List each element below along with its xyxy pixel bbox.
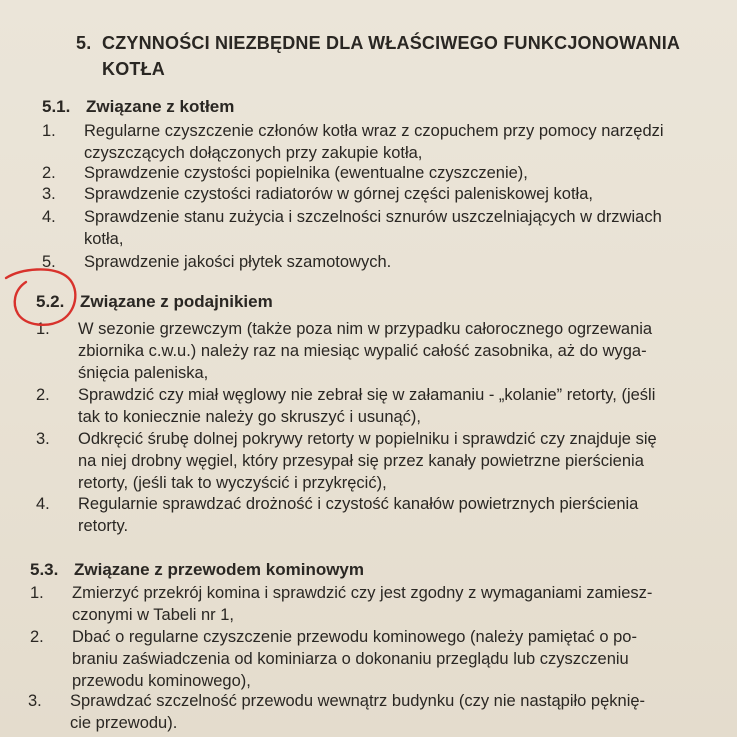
- document-page: 5. CZYNNOŚCI NIEZBĘDNE DLA WŁAŚCIWEGO FUNKCJONOWANIA KOTŁA 5.1. Związane z kotłem 1. Regularne czyszczenie członów kotła wraz z czopuchem przy pomocy narzędzi czyszczących dołączonych przy zakupie kotła, 2. Sprawdzenie czystości popielnika (ewentualne czyszczenie), 3. Sprawdzenie czystości radiatorów w górnej części paleniskowej kotła, 4. Sprawdzenie stanu zużycia i szczelności sznurów uszczelniających w drzwiach kotła, 5. Sprawdzenie jakości płytek szamotowych. 5.2. Związane z podajnikiem 1. W sezonie grzewczym (także poza nim w przypadku całorocznego ogrzewania zbiornika c.w.u.) należy raz na miesiąc wypalić całość zasobnika, aż do wyga- śnięcia paleniska, 2. Sprawdzić czy miał węglowy nie zebrał się w załamaniu - „kolanie” retorty, (jeśli tak to koniecznie należy go skruszyć i usunąć), 3. Odkręcić śrubę dolnej pokrywy retorty w popielniku i sprawdzić czy znajduje się na niej drobny węgiel, który przesypał się przez kanały powietrzne pierścienia retorty, (jeśli tak to wyczyścić i przykręcić), 4. Regularnie sprawdzać drożność i czystość kanałów powietrznych pierścienia retorty. 5.3. Związane z przewodem kominowym 1. Zmierzyć przekrój komina i sprawdzić czy jest zgodny z wymaganiami zamiesz- czonymi w Tabeli nr 1, 2. Dbać o regularne czyszczenie przewodu kominowego (należy pamiętać o po- braniu zaświadczenia od kominiarza o dokonaniu przeglądu lub czyszczeniu przewodu kominowego), 3. Sprawdzać szczelność przewodu wewnątrz budynku (czy nie nastąpiło pęknię- cie przewodu).: [0, 0, 737, 737]
- chapter-title: [76, 30, 716, 82]
- section-heading-5-2: 5.2. Związane z podajnikiem: [36, 292, 273, 311]
- section-heading-5-1: 5.1. Związane z kotłem: [42, 97, 235, 116]
- chapter-title-line2: KOTŁA: [102, 59, 165, 79]
- section-heading-5-3: 5.3. Związane z przewodem kominowym: [30, 560, 365, 579]
- chapter-title-line1: CZYNNOŚCI NIEZBĘDNE DLA WŁAŚCIWEGO FUNKCJONOWANIA: [102, 33, 681, 53]
- chapter-number: 5.: [76, 33, 92, 53]
